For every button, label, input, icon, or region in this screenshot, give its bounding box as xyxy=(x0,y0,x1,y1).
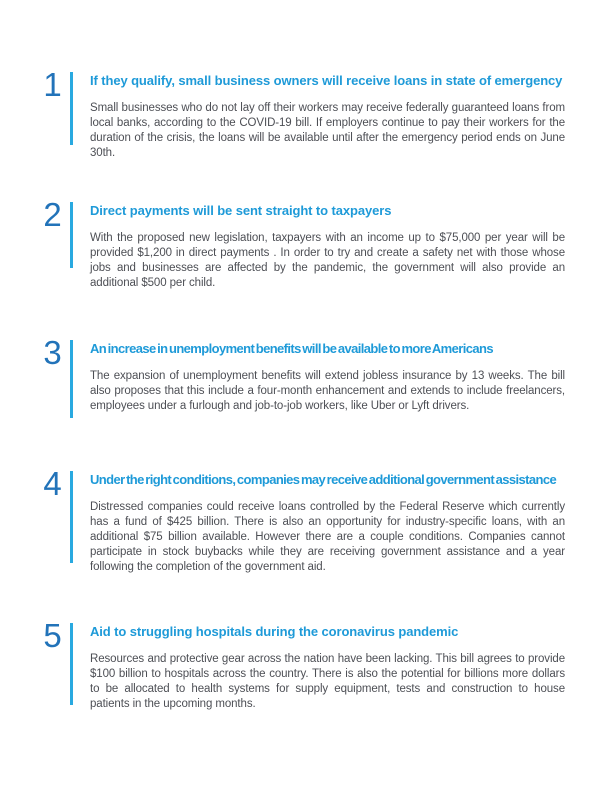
item-heading: Under the right conditions, companies may receive additional government assistance xyxy=(90,472,557,487)
item-heading: If they qualify, small business owners will receive loans in state of emergency xyxy=(90,73,563,88)
item-body: With the proposed new legislation, taxpayers with an income up to $75,000 per year will be provided $1,200 in direct payments . In order to try and create a safety net with those whose jobs and businesses are affected by the pandemic, the government will also provide an additional $500 per child. xyxy=(90,232,565,289)
accent-bar xyxy=(70,340,73,418)
list-item xyxy=(43,334,565,418)
item-number: 3 xyxy=(43,334,62,371)
item-content xyxy=(90,471,565,575)
item-heading: Direct payments will be sent straight to taxpayers xyxy=(90,203,392,218)
item-content xyxy=(90,72,565,161)
item-body: Distressed companies could receive loans controlled by the Federal Reserve which currently has a fund of $425 billion. There is also an opportunity for industry-specific loans, with an additional $75 billion available. However there are a couple conditions. Companies cannot participate in stock buybacks while they are receiving government assistance and a year following the completion of the government aid. xyxy=(90,501,565,573)
list-item xyxy=(43,66,565,161)
item-number: 1 xyxy=(43,66,62,103)
accent-bar xyxy=(70,623,73,705)
item-body: Resources and protective gear across the nation have been lacking. This bill agrees to provide $100 billion to hospitals across the country. There is also the potential for billions more dollars to be allocated to health systems for supply equipment, tests and construction to house patients in the upcoming months. xyxy=(90,653,565,710)
accent-bar xyxy=(70,72,73,145)
list-item xyxy=(43,465,565,575)
item-body: Small businesses who do not lay off their workers may receive federally guaranteed loans from local banks, according to the COVID-19 bill. If employers continue to pay their workers for the duration of the crisis, the loans will be available until after the emergency period ends on June 30th. xyxy=(90,102,565,159)
item-content xyxy=(90,340,565,414)
accent-bar xyxy=(70,471,73,563)
item-number: 2 xyxy=(43,196,62,233)
item-heading: Aid to struggling hospitals during the coronavirus pandemic xyxy=(90,624,459,639)
item-number: 4 xyxy=(43,465,62,502)
item-content xyxy=(90,623,565,712)
item-content xyxy=(90,202,565,291)
accent-bar xyxy=(70,202,73,268)
list-item xyxy=(43,617,565,712)
item-body: The expansion of unemployment benefits will extend jobless insurance by 13 weeks. The bill also proposes that this include a four-month enhancement and extends to include freelancers, employees under a furlough and job-to-job workers, like Uber or Lyft drivers. xyxy=(90,370,565,412)
item-number: 5 xyxy=(43,617,62,654)
list-item xyxy=(43,196,565,291)
item-heading: An increase in unemployment benefits will be available to more Americans xyxy=(90,341,493,356)
